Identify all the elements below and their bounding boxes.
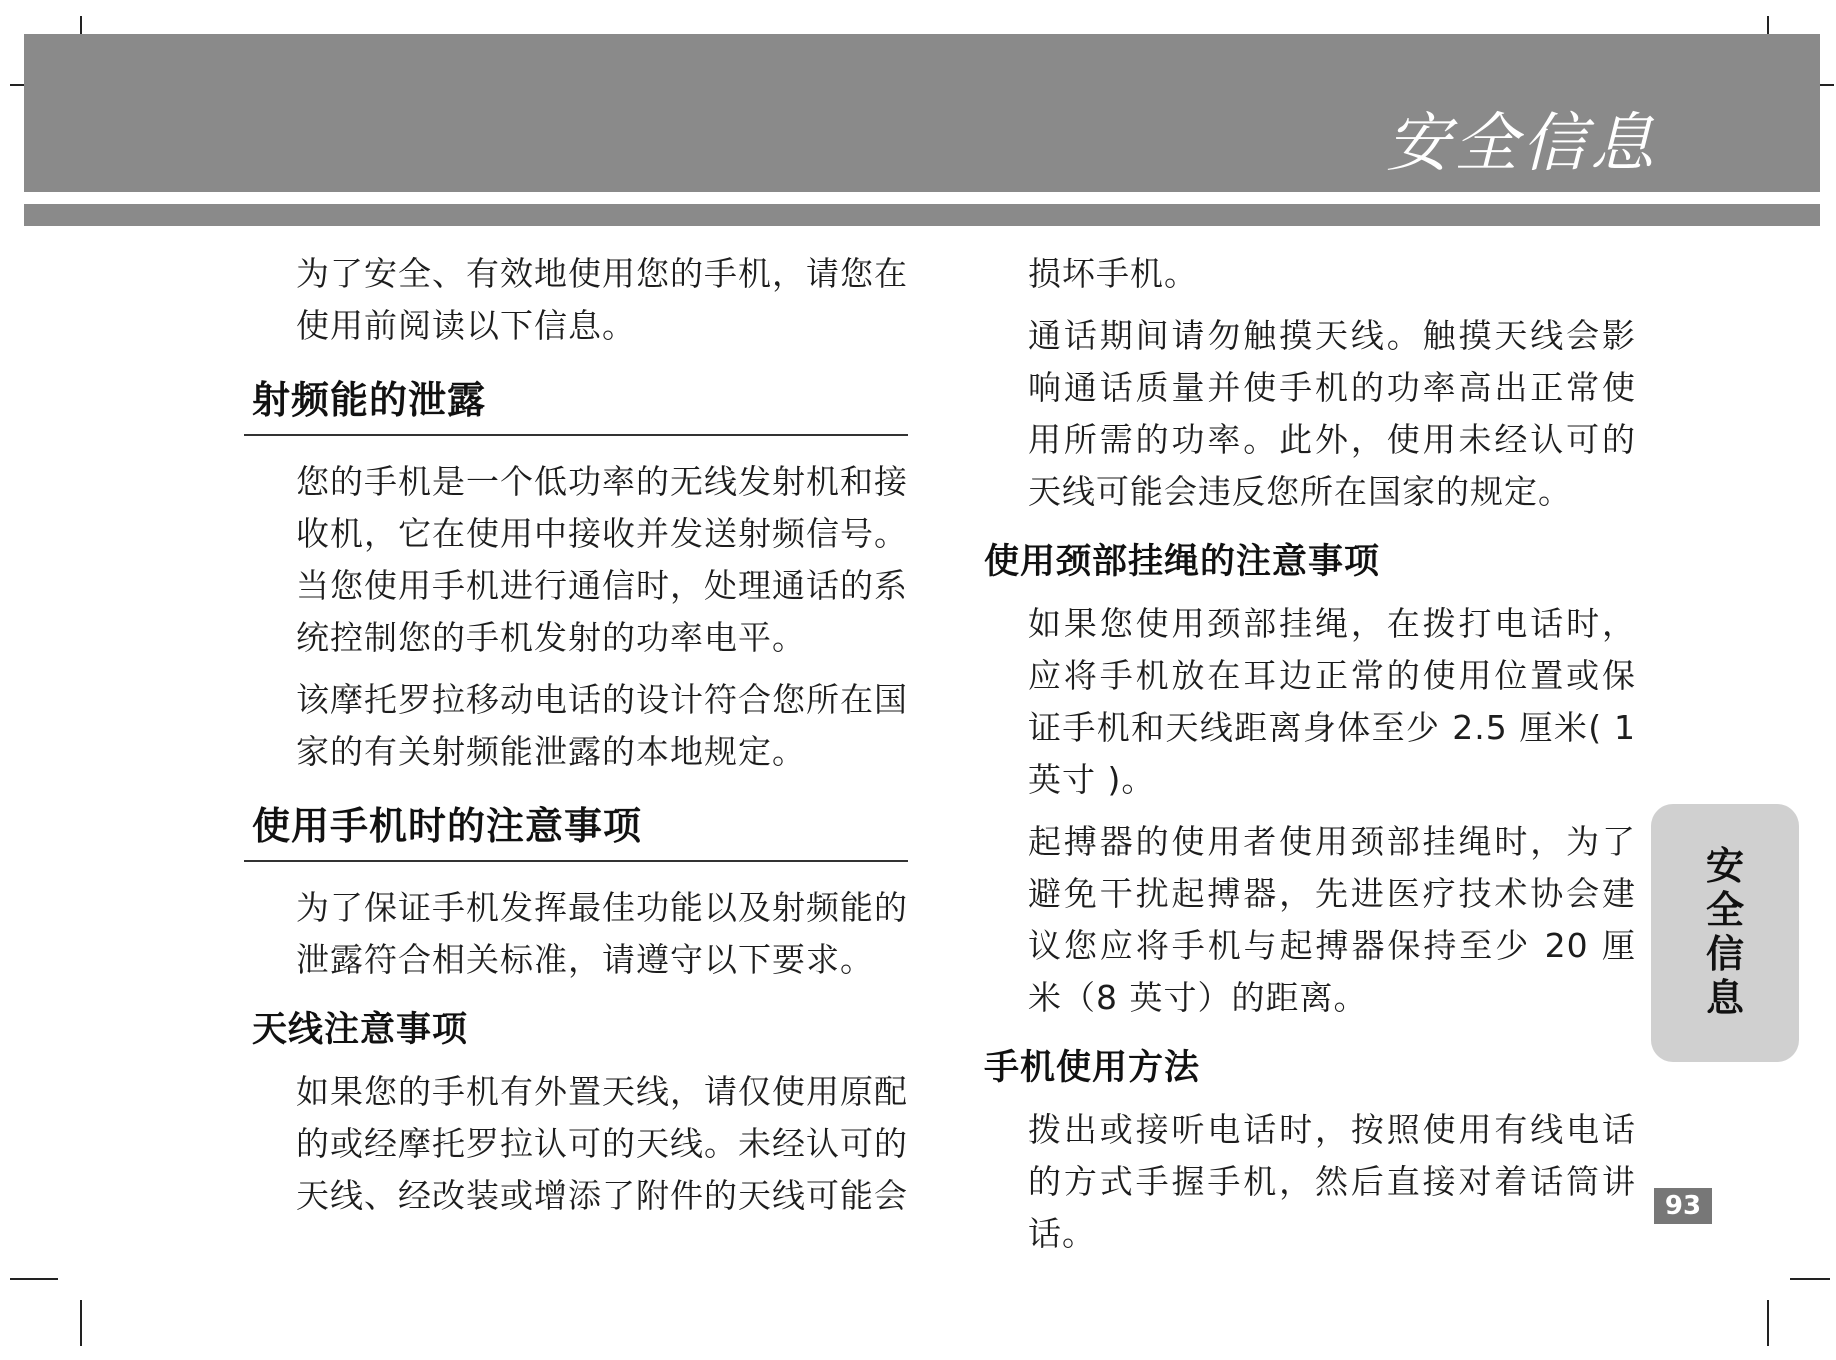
subheading-method: 手机使用方法 <box>984 1047 1201 1088</box>
side-tab-label: 安全信息 <box>1705 844 1744 1020</box>
rf-paragraph-2: 该摩托罗拉移动电话的设计符合您所在国家的有关射频能泄露的本地规定。 <box>296 680 908 771</box>
crop-mark <box>80 1300 82 1346</box>
section-heading-rf: 射频能的泄露 <box>244 378 908 436</box>
right-column <box>976 248 1636 1270</box>
subheading-lanyard: 使用颈部挂绳的注意事项 <box>984 541 1381 582</box>
page-number: 93 <box>1654 1188 1712 1224</box>
crop-mark <box>1820 84 1834 86</box>
antenna-continued: 损坏手机。 <box>1028 254 1198 293</box>
header-rule <box>24 192 1820 195</box>
crop-mark <box>1790 1278 1830 1280</box>
lanyard-paragraph-1: 如果您使用颈部挂绳，在拨打电话时，应将手机放在耳边正常的使用位置或保证手机和天线距离身体至少 2.5 厘米( 1 英寸 )。 <box>1028 604 1636 799</box>
intro-paragraph: 为了安全、有效地使用您的手机，请您在使用前阅读以下信息。 <box>296 254 908 345</box>
header-bar <box>24 204 1820 226</box>
subheading-antenna: 天线注意事项 <box>252 1009 469 1050</box>
crop-mark <box>10 1278 58 1280</box>
method-paragraph: 拨出或接听电话时，按照使用有线电话的方式手握手机，然后直接对着话筒讲话。 <box>1028 1110 1636 1253</box>
antenna-paragraph-2: 通话期间请勿触摸天线。触摸天线会影响通话质量并使手机的功率高出正常使用所需的功率。此外，使用未经认可的天线可能会违反您所在国家的规定。 <box>1028 316 1636 511</box>
left-column <box>244 248 908 1232</box>
usage-paragraph: 为了保证手机发挥最佳功能以及射频能的泄露符合相关标准，请遵守以下要求。 <box>296 888 908 979</box>
page-title: 安全信息 <box>1386 107 1658 181</box>
lanyard-paragraph-2: 起搏器的使用者使用颈部挂绳时，为了避免干扰起搏器，先进医疗技术协会建议您应将手机与起搏器保持至少 20 厘米（8 英寸）的距离。 <box>1028 822 1636 1017</box>
side-tab <box>1651 804 1799 1062</box>
antenna-paragraph-1: 如果您的手机有外置天线，请仅使用原配的或经摩托罗拉认可的天线。未经认可的天线、经改装或增添了附件的天线可能会 <box>296 1072 908 1215</box>
crop-mark <box>1767 1300 1769 1346</box>
rf-paragraph-1: 您的手机是一个低功率的无线发射机和接收机，它在使用中接收并发送射频信号。当您使用手机进行通信时，处理通话的系统控制您的手机发射的功率电平。 <box>296 462 908 657</box>
crop-mark <box>10 84 24 86</box>
section-heading-usage: 使用手机时的注意事项 <box>244 804 908 862</box>
